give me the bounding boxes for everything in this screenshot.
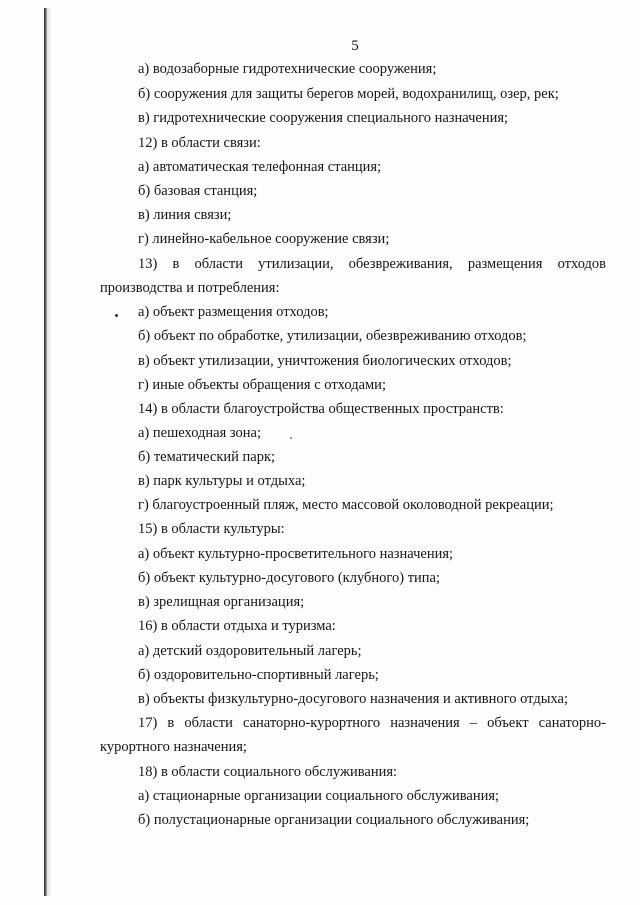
text-line: б) полустационарные организации социального обслуживания; <box>138 812 530 828</box>
text-line: а) автоматическая телефонная станция; <box>138 159 382 175</box>
text-line: б) оздоровительно-спортивный лагерь; <box>138 667 379 683</box>
text-line: в) объект утилизации, уничтожения биологических отходов; <box>138 353 512 369</box>
text-line: 18) в области социального обслуживания: <box>138 764 398 780</box>
text-line: 14) в области благоустройства общественных пространств: <box>138 401 504 417</box>
text-line: а) пешеходная зона; <box>138 425 262 441</box>
text-line: производства и потребления: <box>100 280 280 296</box>
page-number: 5 <box>351 38 359 54</box>
scan-speck <box>290 437 292 439</box>
text-line: г) линейно-кабельное сооружение связи; <box>138 231 390 247</box>
text-line: б) сооружения для защиты берегов морей, водохранилищ, озер, рек; <box>138 86 559 102</box>
text-line: в) зрелищная организация; <box>138 594 305 610</box>
text-line: а) стационарные организации социального обслуживания; <box>138 788 500 804</box>
text-line: г) иные объекты обращения с отходами; <box>138 377 386 393</box>
text-line: в) объекты физкультурно-досугового назначения и активного отдыха; <box>138 691 568 707</box>
text-line: 13) в области утилизации, обезвреживания, размещения отходов <box>138 256 606 272</box>
text-line: б) базовая станция; <box>138 183 258 199</box>
text-line: в) линия связи; <box>138 207 232 223</box>
text-line: 15) в области культуры: <box>138 521 285 537</box>
text-line: б) объект культурно-досугового (клубного) типа; <box>138 570 441 586</box>
text-line: курортного назначения; <box>100 739 247 755</box>
text-line: г) благоустроенный пляж, место массовой околоводной рекреации; <box>138 497 554 513</box>
text-line: в) парк культуры и отдыха; <box>138 473 306 489</box>
text-line: 12) в области связи: <box>138 135 261 151</box>
text-line: 17) в области санаторно-курортного назначения – объект санаторно- <box>138 715 606 731</box>
scan-speck <box>115 314 118 317</box>
text-line: а) объект размещения отходов; <box>138 304 329 320</box>
text-line: б) тематический парк; <box>138 449 276 465</box>
text-line: 16) в области отдыха и туризма: <box>138 618 336 634</box>
text-line: а) детский оздоровительный лагерь; <box>138 643 362 659</box>
text-line: а) объект культурно-просветительного назначения; <box>138 546 454 562</box>
text-line: а) водозаборные гидротехнические сооружения; <box>138 61 437 77</box>
text-line: б) объект по обработке, утилизации, обезвреживанию отходов; <box>138 328 527 344</box>
text-line: в) гидротехнические сооружения специального назначения; <box>138 110 509 126</box>
